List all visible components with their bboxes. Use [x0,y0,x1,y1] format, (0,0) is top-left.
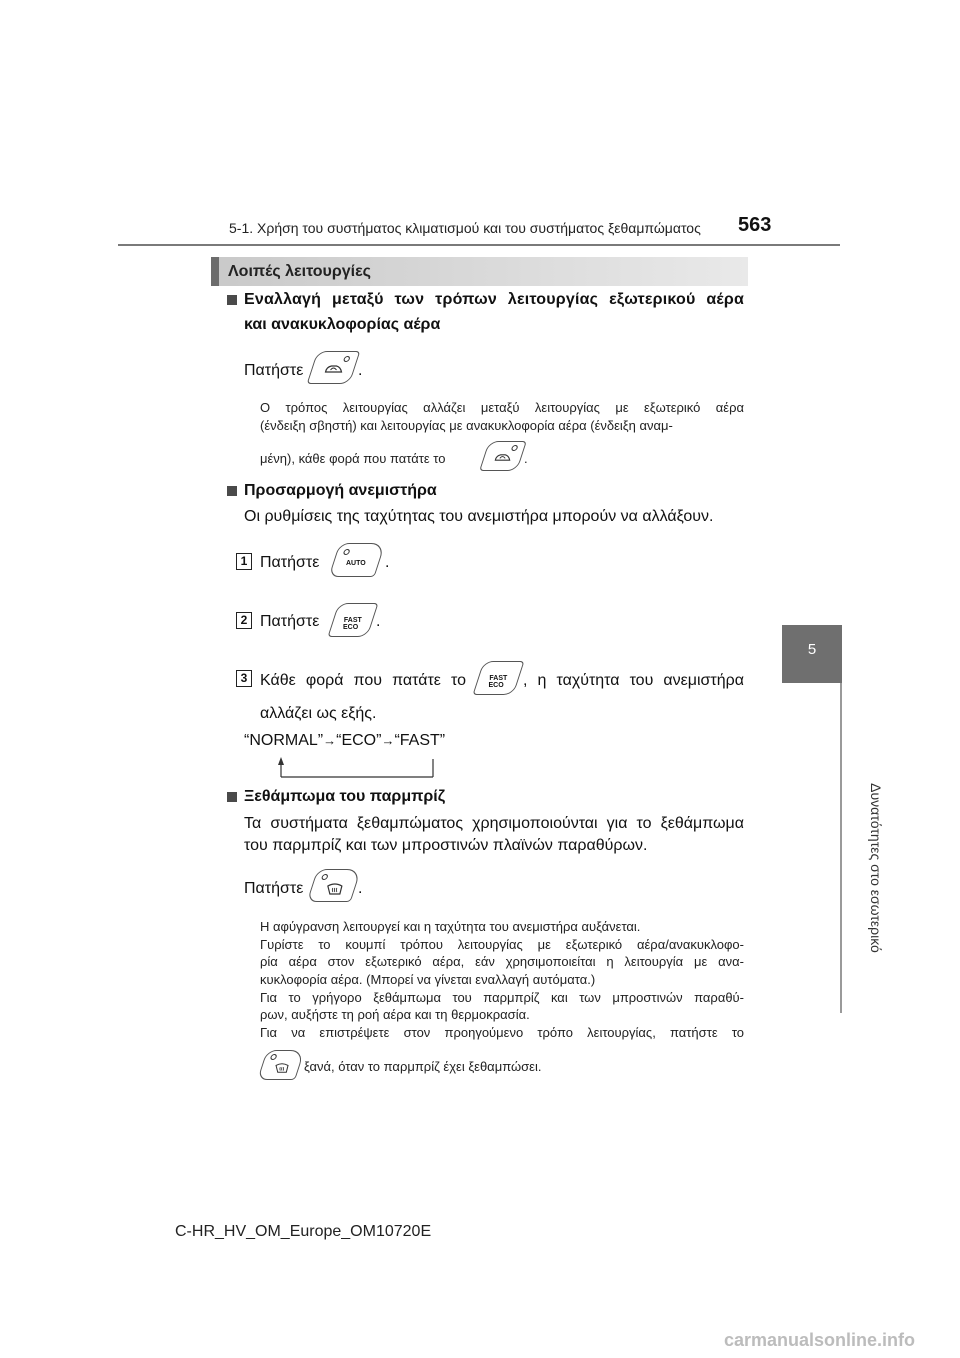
cycle-eco: “ECO” [336,732,382,749]
fast-eco-label-top: FAST [489,675,508,682]
windshield-defog-button-icon [307,869,362,902]
defog-note-0: Η αφύγρανση λειτουργεί και η ταχύτητα του ανεμιστήρα αυξάνεται. [260,919,641,934]
step-2-end: . [376,613,381,630]
auto-button-label: AUTO [346,560,366,567]
chapter-rule [840,683,842,1013]
heading-bullet [227,486,237,496]
cycle-return-arrow [272,756,442,782]
defog-intro-line1: Τα συστήματα ξεθαμπώματος χρησιμοποιούνται για το ξεθάμπωμα [244,815,744,832]
car-recirculate-icon [324,363,344,375]
heading-bullet [227,792,237,802]
chapter-number: 5 [807,641,817,658]
step-1-end: . [385,554,390,571]
fast-eco-label-bottom: ECO [342,624,359,631]
auto-button-icon [328,543,385,577]
step-2-text: Πατήστε [260,613,320,630]
section-title: Λοιπές λειτουργίες [228,263,371,280]
indicator-dot [321,874,329,880]
indicator-dot [270,1054,278,1060]
defog-intro-line2: του παρμπρίζ και των μπροστινών πλαϊνών παραθύρων. [244,837,648,854]
running-header: 5-1. Χρήση του συστήματος κλιματισμού και του συστήματος ξεθαμπώματος [229,220,701,236]
step-number-3: 3 [236,670,252,687]
step-number-2: 2 [236,612,252,629]
defog-press-label: Πατήστε [244,880,304,897]
air-mode-heading-line2: και ανακυκλοφορίας αέρα [244,316,441,333]
defog-note-1: Γυρίστε το κουμπί τρόπου λειτουργίας με εξωτερικό αέρα/ανακυκλοφο- [260,937,744,952]
indicator-dot [343,356,351,362]
fan-intro: Οι ρυθμίσεις της ταχύτητας του ανεμιστήρα μπορούν να αλλάξουν. [244,508,714,525]
cycle-fast: “FAST” [394,732,446,749]
recirculation-button-icon-small [479,441,527,471]
windshield-icon [275,1062,289,1074]
defog-note-5: ρων, αυξήστε τη ροή αέρα και τη θερμοκρασία. [260,1007,530,1022]
windshield-icon [327,882,343,896]
step-number-1: 1 [236,553,252,570]
defog-final-note: ξανά, όταν το παρμπρίζ έχει ξεθαμπώσει. [304,1059,542,1074]
heading-bullet [227,295,237,305]
fast-eco-label-bottom: ECO [488,682,504,689]
step-3-line2: αλλάζει ως εξής. [260,705,377,722]
step-1-text: Πατήστε [260,554,320,571]
fan-cycle [244,732,445,750]
cycle-arrow-1: → [323,733,337,748]
header-rule [118,244,840,246]
fast-eco-button-icon-step3 [472,661,524,695]
air-mode-note-line2: (ένδειξη σβηστή) και λειτουργίας με ανακυκλοφορία αέρα (ένδειξη αναμ- [260,418,673,433]
defog-heading: Ξεθάμπωμα του παρμπρίζ [244,788,446,805]
air-mode-note-line1: Ο τρόπος λειτουργίας αλλάζει μεταξύ λειτουργίας με εξωτερικό αέρα [260,400,744,415]
defog-note-6: Για να επιστρέψετε στον προηγούμενο τρόπο λειτουργίας, πατήστε το [260,1025,744,1040]
indicator-dot [511,445,519,451]
watermark: carmanualsonline.info [724,1330,916,1350]
document-code: C-HR_HV_OM_Europe_OM10720E [175,1223,432,1240]
step-3-text-after: , η ταχύτητα του ανεμιστήρα [523,672,744,689]
fast-eco-button-icon [327,603,381,637]
chapter-label: Δυνατότητες στο εσωτερικό [867,783,884,953]
fast-eco-label-top: FAST [343,617,362,624]
air-mode-heading-line1: Εναλλαγή μεταξύ των τρόπων λειτουργίας εξωτερικού αέρα [244,291,744,308]
indicator-dot [343,549,351,555]
cycle-arrow-2: → [381,733,395,748]
windshield-defog-button-icon-small [257,1050,305,1080]
air-mode-note-end: . [524,451,528,466]
section-bar-mark [211,257,219,286]
cycle-normal: “NORMAL” [244,732,324,749]
step-3-text: Κάθε φορά που πατάτε το [260,672,466,689]
defog-note-4: Για το γρήγορο ξεθάμπωμα του παρμπρίζ και των μπροστινών παραθύ- [260,990,744,1005]
defog-note-3: κυκλοφορία αέρα. (Μπορεί να γίνεται εναλλαγή αυτόματα.) [260,972,596,987]
page-number: 563 [738,214,772,236]
defog-note-2: ρία αέρα στον εξωτερικό αέρα, εάν χρησιμοποιείται η λειτουργία με ανα- [260,954,744,969]
recirculation-button-icon [307,351,361,384]
defog-press-end: . [358,880,363,897]
air-mode-press-label: Πατήστε [244,362,304,379]
car-recirculate-icon [494,452,512,463]
air-mode-press-end: . [358,362,363,379]
air-mode-note-line3: μένη), κάθε φορά που πατάτε το [260,451,446,466]
fan-heading: Προσαρμογή ανεμιστήρα [244,482,437,499]
